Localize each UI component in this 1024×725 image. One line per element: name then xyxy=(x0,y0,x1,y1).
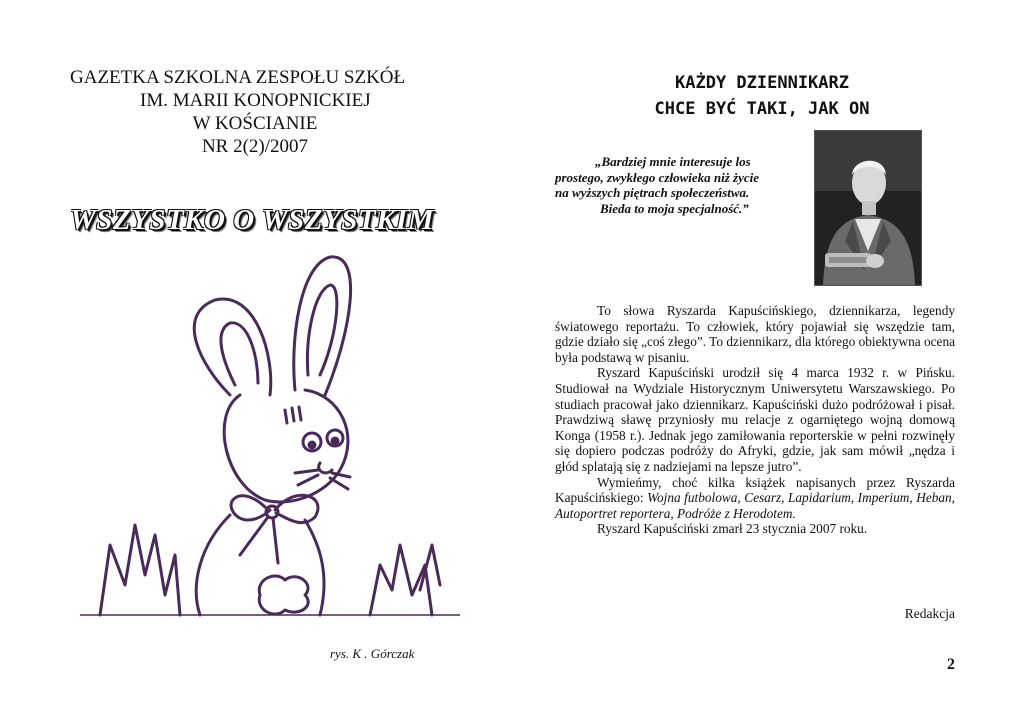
portrait-photo xyxy=(814,130,922,286)
illustration-credit: rys. K . Górczak xyxy=(330,646,415,661)
quote-line-3: na wyższych piętrach społeczeństwa. xyxy=(555,185,750,200)
article-paragraph: To słowa Ryszarda Kapuścińskiego, dziennikarza, legendy światowego reportażu. To człowiek, który pojawiał się wszędzie tam, gdzie działo się „coś złego”. To dziennikarz, dla którego obiektywna ocena była podstawą w pisaniu. xyxy=(555,303,955,365)
school-line-3: W KOŚCIANIE xyxy=(192,113,318,134)
article-title xyxy=(612,70,912,122)
article-title-line-2: CHCE BYĆ TAKI, JAK ON xyxy=(654,99,870,119)
quote-line-4: Bieda to moja specjalność.” xyxy=(600,200,749,216)
article-body xyxy=(555,303,955,537)
newspaper-title: WSZYSTKO O WSZYSTKIM xyxy=(70,204,434,236)
article-paragraph-books xyxy=(555,475,955,522)
issue-number: NR 2(2)/2007 xyxy=(201,136,309,157)
right-page xyxy=(512,0,1024,725)
school-header xyxy=(40,66,470,158)
books-list: Wojna futbolowa, Cesarz, Lapidarium, Imperium, Heban, Autoportret reportera, Podróże z Herodotem. xyxy=(555,490,955,521)
article-paragraph: Ryszard Kapuściński urodził się 4 marca 1932 r. w Pińsku. Studiował na Wydziale Historycznym Uniwersytetu Warszawskiego. Po studiach pracował jako dziennikarz. Kapuściński dużo podróżował i pisał. Prawdziwą sławę przyniosły mu relacje z ogarniętego wojną domową Konga (1958 r.). Jednak jego zamiłowania reporterskie w pełni rozwinęły się dopiero podczas podróży do Afryki, gdzie, jak sam mówił „nędza i głód splatają się z nadziejami na lepsze jutro”. xyxy=(555,365,955,474)
school-line-1: GAZETKA SZKOLNA ZESPOŁU SZKÓŁ xyxy=(70,67,406,88)
books-intro: Wymieńmy, choć kilka książek napisanych przez Ryszarda Kapuścińskiego: xyxy=(555,474,955,506)
quote-line-1: „Bardziej mnie interesuje los xyxy=(595,154,751,169)
article-paragraph: Ryszard Kapuściński zmarł 23 stycznia 2007 roku. xyxy=(597,521,868,537)
signature: Redakcja xyxy=(904,606,955,621)
quote-block xyxy=(555,154,815,216)
article-title-line-1: KAŻDY DZIENNIKARZ xyxy=(675,73,849,93)
school-line-2: IM. MARII KONOPNICKIEJ xyxy=(140,90,371,111)
quote-line-2: prostego, zwykłego człowieka niż życie xyxy=(555,169,760,185)
portrait-silhouette xyxy=(815,131,921,285)
page-number: 2 xyxy=(947,656,955,673)
rabbit-drawing xyxy=(80,245,460,620)
